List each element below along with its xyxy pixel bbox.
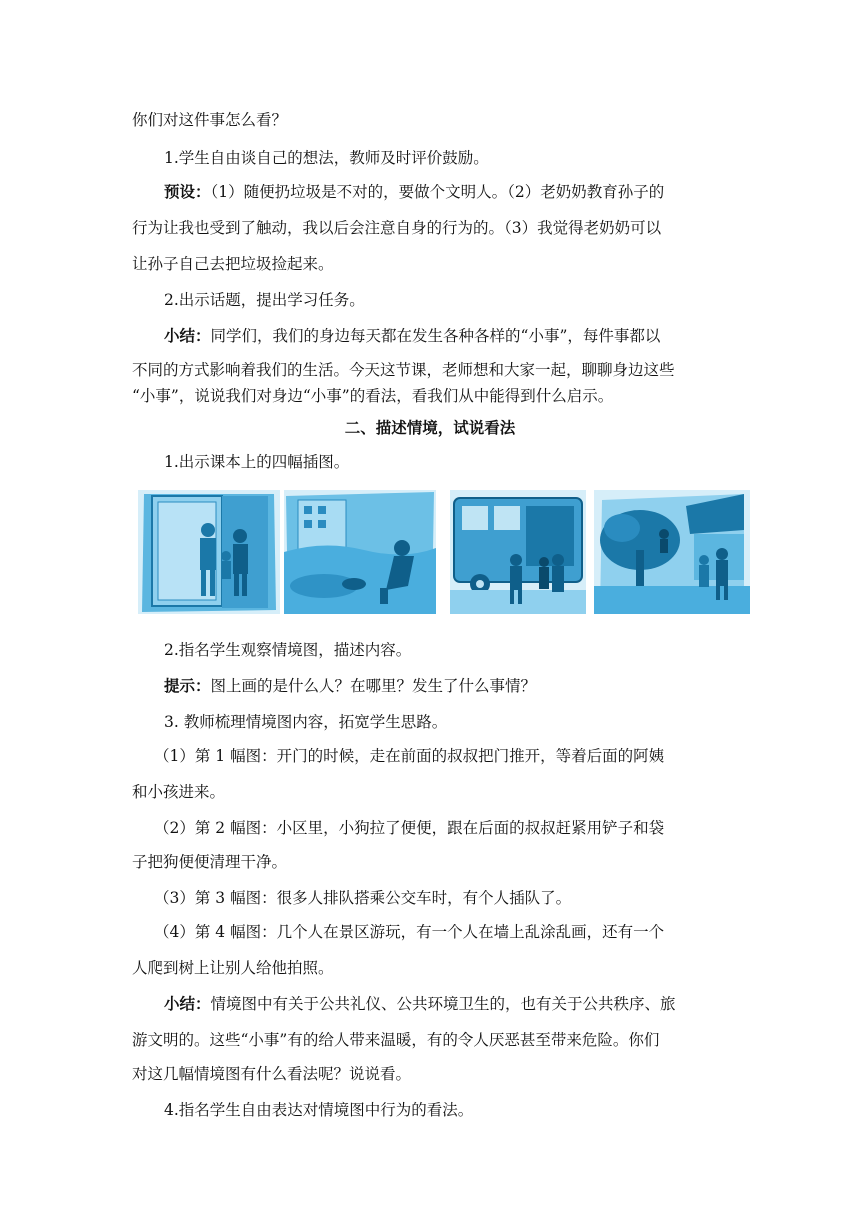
- paragraph-line: 对这几幅情境图有什么看法呢？说说看。: [132, 1065, 412, 1083]
- label-hint: 提示：: [164, 676, 211, 695]
- paragraph-line: [164, 182, 774, 202]
- paragraph-line: （4）第 4 幅图：几个人在景区游玩，有一个人在墙上乱涂乱画，还有一个: [154, 923, 665, 941]
- illustration-strip: [138, 490, 752, 614]
- paragraph-line: 行为让我也受到了触动，我以后会注意自身的行为的。（3）我觉得老奶奶可以: [132, 219, 662, 237]
- paragraph-line: [164, 676, 774, 696]
- illustration-scenic-area: [594, 490, 750, 614]
- label-preset: 预设：: [164, 182, 211, 201]
- paragraph-line: 3. 教师梳理情境图内容，拓宽学生思路。: [164, 713, 448, 731]
- label-summary: 小结：: [164, 994, 211, 1013]
- label-summary: 小结：: [164, 326, 211, 345]
- paragraph-line: 2.出示话题，提出学习任务。: [164, 291, 365, 309]
- paragraph-text: 情境图中有关于公共礼仪、公共环境卫生的，也有关于公共秩序、旅: [210, 995, 676, 1013]
- paragraph-line: 让孙子自己去把垃圾捡起来。: [132, 255, 334, 273]
- paragraph-line: 和小孩进来。: [132, 783, 226, 801]
- paragraph-line: 子把狗便便清理干净。: [132, 853, 288, 871]
- paragraph-line: 4.指名学生自由表达对情境图中行为的看法。: [164, 1101, 474, 1119]
- paragraph-line: （1）第 1 幅图：开门的时候，走在前面的叔叔把门推开，等着后面的阿姨: [154, 747, 665, 765]
- paragraph-line: [164, 326, 774, 346]
- paragraph-line: （3）第 3 幅图：很多人排队搭乘公交车时，有个人插队了。: [154, 889, 572, 907]
- paragraph-line: 不同的方式影响着我们的生活。今天这节课，老师想和大家一起，聊聊身边这些: [132, 361, 675, 379]
- illustration-bus: [450, 490, 586, 614]
- illustration-dog: [284, 490, 436, 614]
- paragraph-text: （1）随便扔垃圾是不对的，要做个文明人。（2）老奶奶教育孙子的: [210, 183, 665, 201]
- paragraph-line: （2）第 2 幅图：小区里，小狗拉了便便，跟在后面的叔叔赶紧用铲子和袋: [154, 819, 665, 837]
- paragraph-line: “小事”，说说我们对身边“小事”的看法，看我们从中能得到什么启示。: [132, 387, 614, 405]
- paragraph-text: 同学们，我们的身边每天都在发生各种各样的“小事”，每件事都以: [210, 327, 661, 345]
- paragraph-line: 2.指名学生观察情境图，描述内容。: [164, 641, 412, 659]
- paragraph-text: 图上画的是什么人？在哪里？发生了什么事情？: [210, 677, 537, 695]
- section-heading: 二、描述情境，试说看法: [344, 418, 516, 437]
- paragraph-line: 你们对这件事怎么看？: [132, 111, 288, 129]
- paragraph-line: 人爬到树上让别人给他拍照。: [132, 959, 334, 977]
- paragraph-line: [164, 994, 774, 1014]
- paragraph-line: 1.学生自由谈自己的想法，教师及时评价鼓励。: [164, 149, 489, 167]
- paragraph-line: 游文明的。这些“小事”有的给人带来温暖，有的令人厌恶甚至带来危险。你们: [132, 1031, 660, 1049]
- paragraph-line: 1.出示课本上的四幅插图。: [164, 453, 350, 471]
- illustration-door: [138, 490, 280, 614]
